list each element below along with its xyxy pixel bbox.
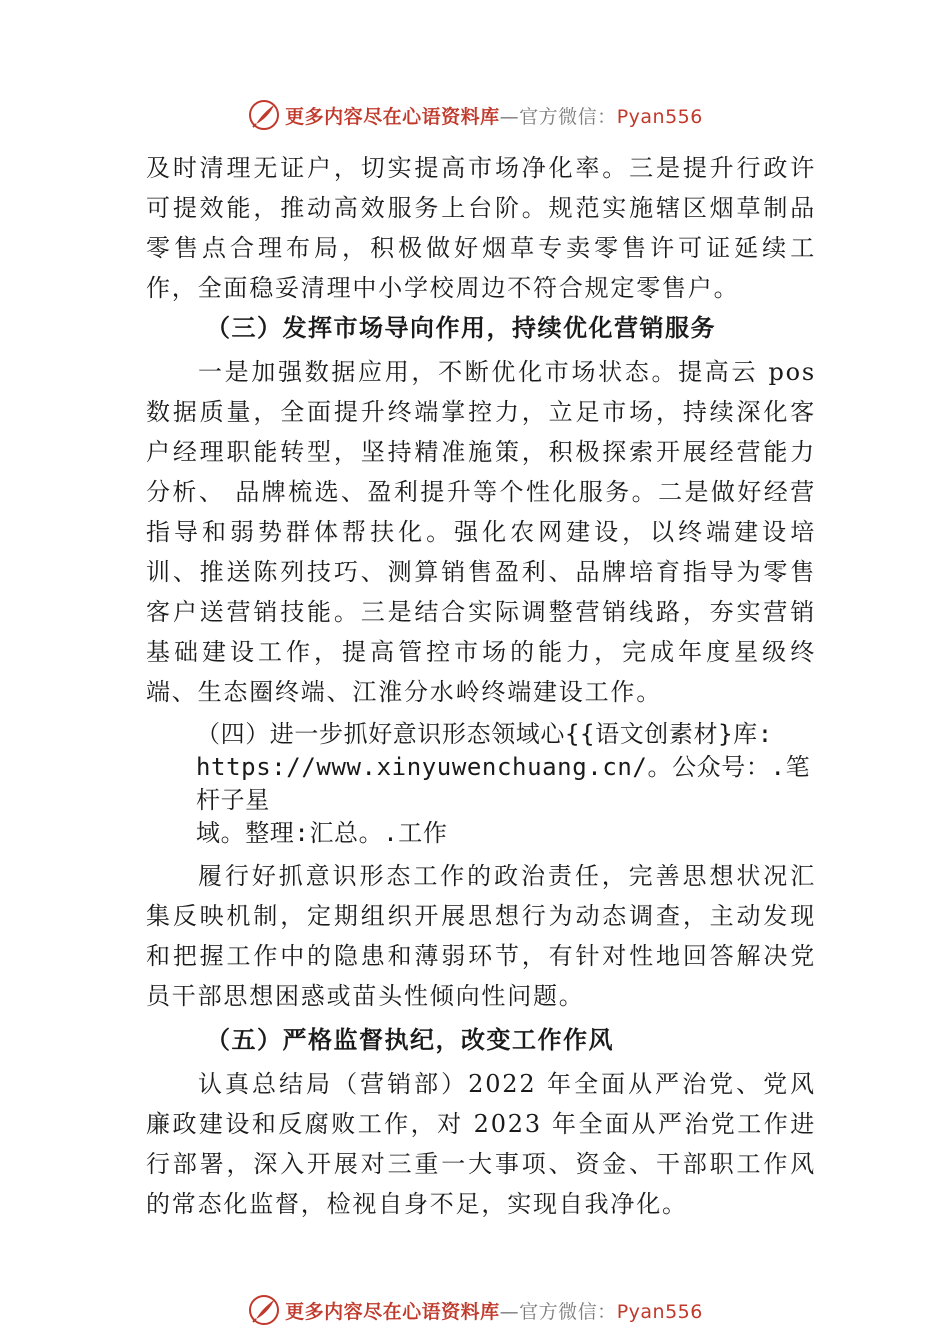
watermark-wechat-label: 官方微信： (519, 105, 617, 128)
watermark-separator: — (499, 105, 520, 128)
section-heading-5: （五）严格监督执纪，改变工作作风 (206, 1025, 614, 1054)
section-heading-4-line-3: 域。整理:汇总。.工作 (196, 819, 448, 847)
section-heading-4-line-2: https://www.xinyuwenchuang.cn/。公众号：.笔杆子星 (196, 753, 811, 814)
watermark-wechat-handle: Pyan556 (616, 105, 703, 128)
section-heading-4-line-1: （四）进一步抓好意识形态领域心{{语文创素材}库: (196, 720, 773, 748)
watermark-wechat-label: 官方微信： (519, 1300, 617, 1323)
document-body (146, 148, 816, 1224)
paragraph-3: 履行好抓意识形态工作的政治责任，完善思想状况汇集反映机制，定期组织开展思想行为动态调查，主动发现和把握工作中的隐患和薄弱环节，有针对性地回答解决党员干部思想困惑或苗头性倾向性问题。 (146, 862, 816, 1010)
paragraph-1: 及时清理无证户，切实提高市场净化率。三是提升行政许可提效能，推动高效服务上台阶。规范实施辖区烟草制品零售点合理布局，积极做好烟草专卖零售许可证延续工作，全面稳妥清理中小学校周边不符合规定零售户。 (146, 154, 816, 302)
watermark-text (285, 1297, 703, 1324)
footer-watermark (0, 1290, 950, 1330)
watermark-site-text: 更多内容尽在心语资料库 (285, 1300, 500, 1323)
watermark-wechat-handle: Pyan556 (616, 1300, 703, 1323)
paragraph-4: 认真总结局（营销部）2022 年全面从严治党、党风廉政建设和反腐败工作，对 2023 年全面从严治党工作进行部署，深入开展对三重一大事项、资金、干部职工作风的常态化监督，检视自身不足，实现自我净化。 (146, 1070, 816, 1218)
quill-pen-logo-icon (247, 98, 281, 132)
quill-pen-logo-icon (247, 1293, 281, 1327)
watermark-site-text: 更多内容尽在心语资料库 (285, 105, 500, 128)
section-heading-4 (146, 718, 816, 850)
header-watermark (0, 95, 950, 135)
watermark-text (285, 102, 703, 129)
section-heading-3: （三）发挥市场导向作用，持续优化营销服务 (206, 313, 716, 342)
watermark-separator: — (499, 1300, 520, 1323)
paragraph-2: 一是加强数据应用，不断优化市场状态。提高云 pos 数据质量，全面提升终端掌控力，立足市场，持续深化客户经理职能转型，坚持精准施策，积极探索开展经营能力分析、 品牌梳选、盈利提升等个性化服务。二是做好经营指导和弱势群体帮扶化。强化农网建设，以终端建设培训、推送陈列技巧、测算销售盈利、品牌培育指导为零售客户送营销技能。三是结合实际调整营销线路，夯实营销基础建设工作，提高管控市场的能力，完成年度星级终端、生态圈终端、江淮分水岭终端建设工作。 (146, 358, 816, 706)
